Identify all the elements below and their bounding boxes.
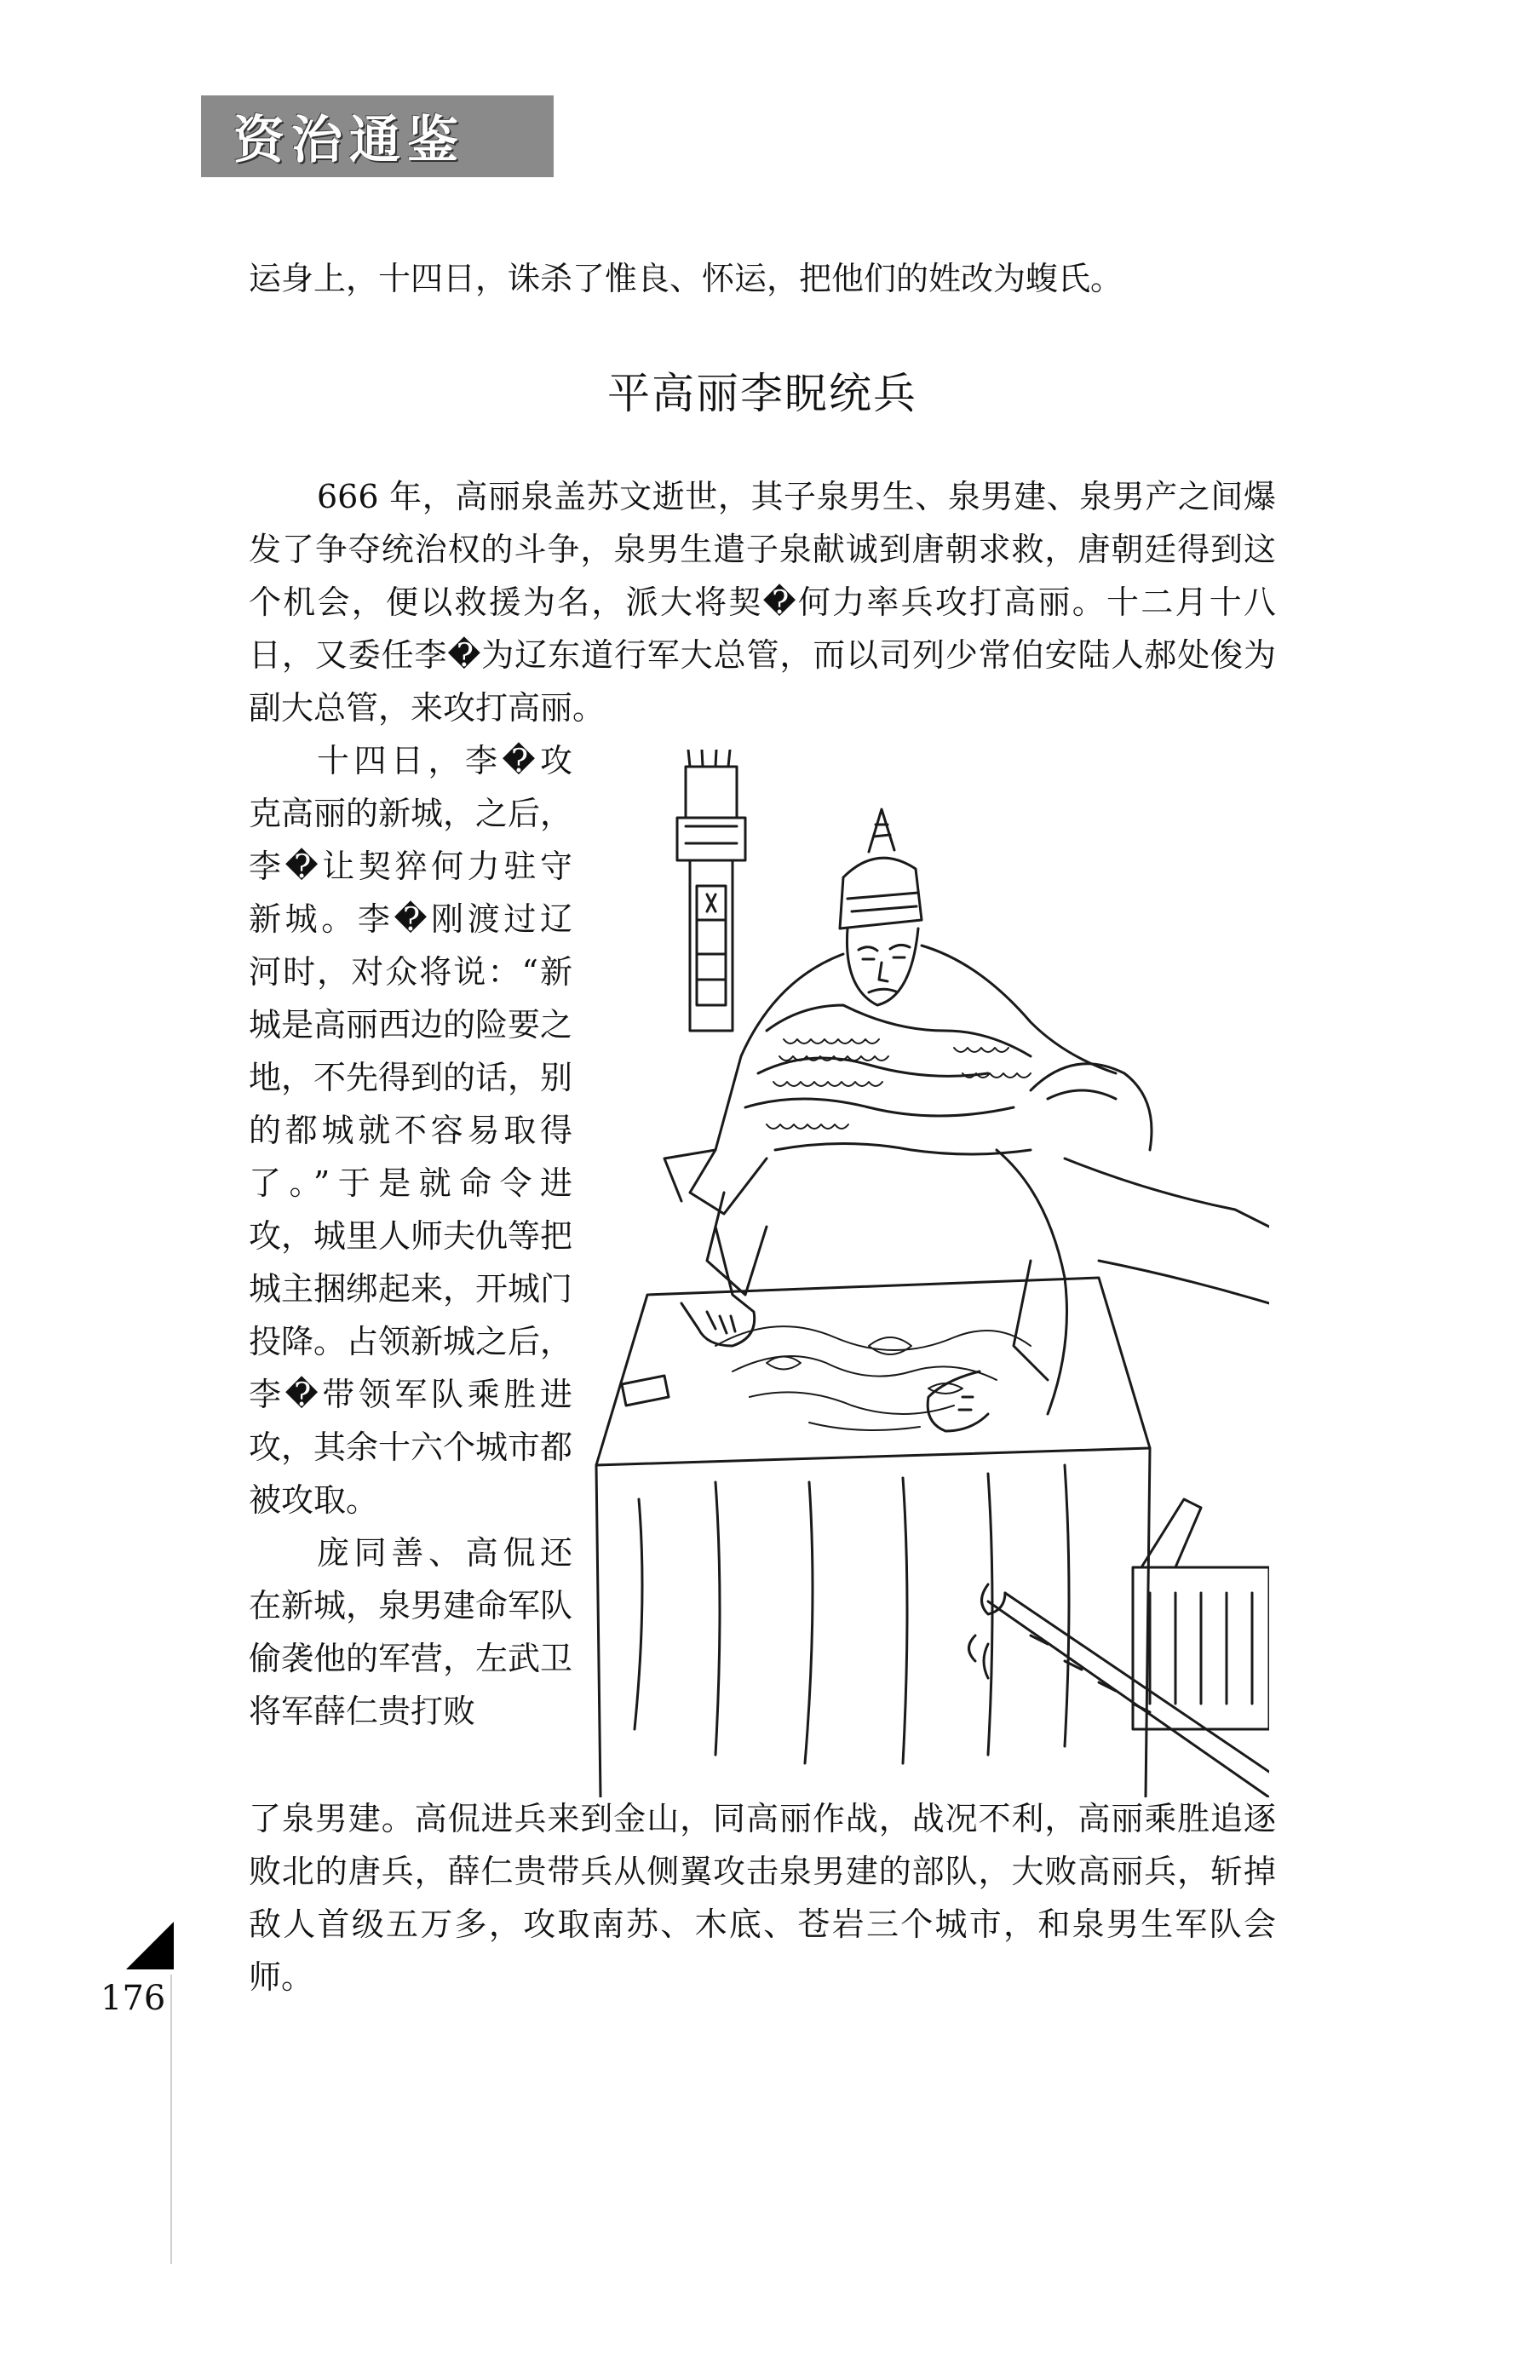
war-table	[596, 1278, 1150, 1797]
second-figure	[928, 1064, 1269, 1431]
section-title: 平高丽李眖统兵	[607, 369, 917, 418]
sword	[969, 1584, 1270, 1797]
paragraph-1: 666 年，高丽泉盖苏文逝世，其子泉男生、泉男建、泉男产之间爆发了争夺统治权的斗争，泉男生遣子泉献诚到唐朝求救，唐朝廷得到这个机会，便以救援为名，派大将契�何力率兵攻打高丽。十二月十八日，又委任李�为辽东道行军大总管，而以司列少常伯安陆人郝处俊为副大总管，来攻打高丽。	[249, 478, 1276, 727]
paragraph-3-end: 了泉男建。高侃进兵来到金山，同高丽作战，战况不利，高丽乘胜追逐败北的唐兵，薛仁贵带兵从侧翼攻击泉男建的部队，大败高丽兵，斩掉敌人首级五万多，攻取南苏、木底、苍岩三个城市，和泉男生军队会师。	[249, 1800, 1276, 1996]
narrow-text-column	[249, 734, 572, 1738]
series-title: 资治通鉴	[233, 111, 465, 170]
paragraph-3-end-block	[249, 1792, 1276, 2003]
paragraph-3-start: 庞同善、高侃还在新城，泉男建命军队偷袭他的军营，左武卫将军薛仁贵打败	[249, 1534, 573, 1730]
margin-rule	[170, 1975, 172, 2264]
page-corner-marker	[126, 1922, 174, 1969]
map-drawing	[715, 1326, 1031, 1430]
general-illustration	[588, 750, 1269, 1797]
scale-pattern	[767, 1039, 1031, 1129]
series-title-banner	[201, 95, 554, 177]
banner-pole	[677, 750, 745, 1031]
intro-line: 运身上，十四日，诛杀了惟良、怀运，把他们的姓改为蝮氏。	[249, 260, 1123, 297]
intro-line-block	[249, 252, 1276, 305]
paragraph-2: 十四日，李�攻克高丽的新城，之后，李�让契猝何力驻守新城。李�刚渡过辽河时，对众将说：“新城是高丽西边的险要之地，不先得到的话，别的都城就不容易取得了。”于是就命令进攻，城里人师夫仇等把城主捆绑起来，开城门投降。占领新城之后，李�带领军队乘胜进攻，其余十六个城市都被攻取。	[249, 742, 573, 1519]
page-number: 176	[101, 1979, 166, 2018]
left-arm	[681, 1227, 755, 1346]
face	[847, 928, 918, 1005]
paragraph-1-block	[249, 470, 1276, 734]
helmet	[840, 809, 922, 928]
